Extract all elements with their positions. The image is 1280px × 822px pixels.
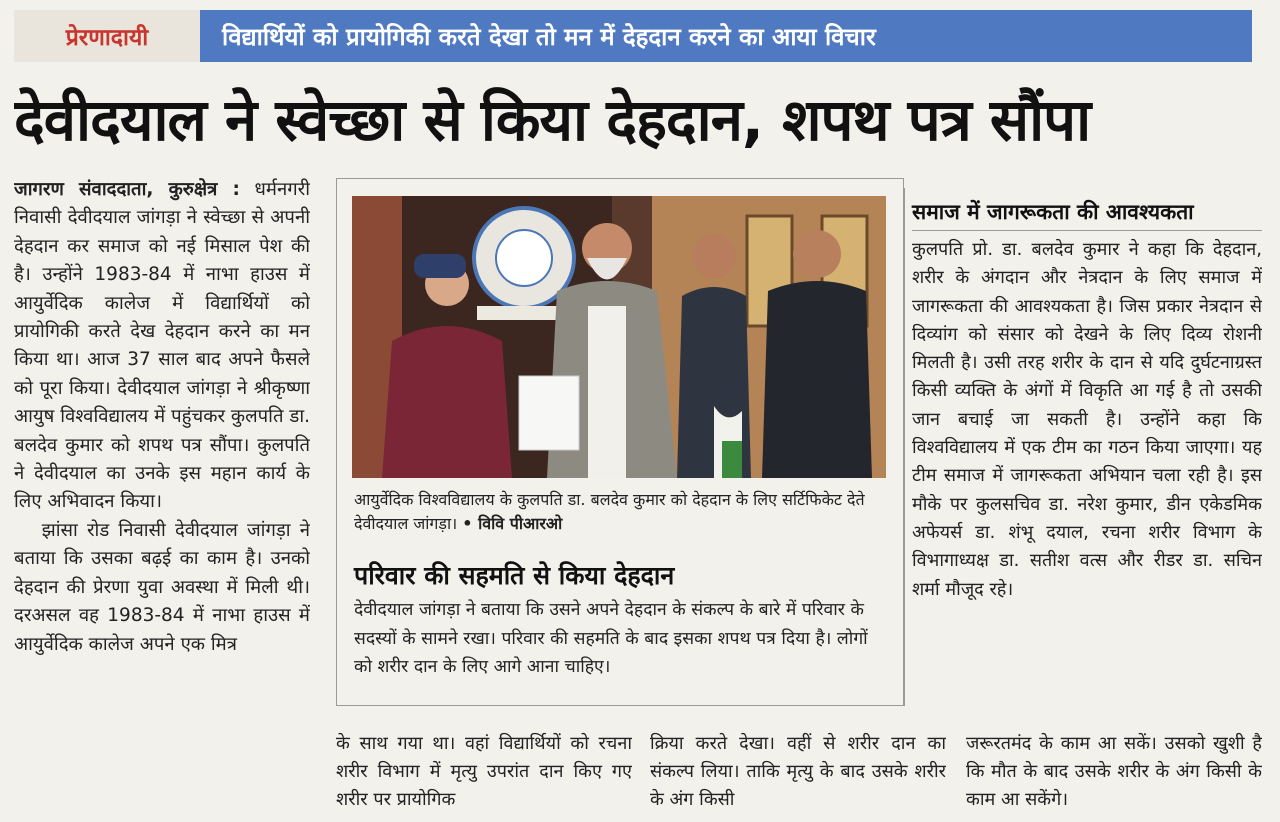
bottom-column-1: के साथ गया था। वहां विद्यार्थियों को रचना शरीर विभाग में मृत्यु उपरांत दान किए गए शरीर पर प्रायोगिक	[336, 733, 632, 810]
caption-text: आयुर्वेदिक विश्वविद्यालय के कुलपति डा. बलदेव कुमार को देहदान के लिए सर्टिफिकेट देते देवीदयाल जांगड़ा।	[354, 490, 865, 533]
subsection-text: देवीदयाल जांगड़ा ने बताया कि उसने अपने देहदान के संकल्प के बारे में परिवार के सदस्यों के सामने रखा। परिवार की सहमति के बाद इसका शपथ पत्र दिया है। लोगों को शरीर दान के लिए आगे आना चाहिए।	[354, 600, 868, 677]
news-photo	[352, 196, 886, 478]
left-column-text	[14, 176, 310, 517]
photo-credit: • विवि पीआरओ	[462, 514, 563, 533]
right-column-text: कुलपति प्रो. डा. बलदेव कुमार ने कहा कि देहदान, शरीर के अंगदान और नेत्रदान के लिए समाज में जागरूकता की आवश्यकता है। जिस प्रकार नेत्रदान से दिव्यांग को संसार को देखने के लिए दिव्य रोशनी मिलती है। उसी तरह शरीर के दान से यदि दुर्घटनाग्रस्त किसी व्यक्ति के अंगों में विकृति आ गई है तो उसकी जान बचाई जा सकती है। उन्होंने कहा कि विश्वविद्यालय में एक टीम का गठन किया जाएगा। यह टीम समाज में जागरूकता अभियान चला रही है। इस मौके पर कुलसचिव डा. नरेश कुमार, डीन एकेडमिक अफेयर्स डा. शंभू दयाल, रचना शरीर विभाग के विभागाध्यक्ष डा. सतीश वत्स और रीडर डा. सचिन शर्मा मौजूद रहे।	[912, 239, 1262, 600]
strap-headline: विद्यार्थियों को प्रायोगिकी करते देखा तो मन में देहदान करने का आया विचार	[200, 10, 1252, 62]
right-column-heading: समाज में जागरूकता की आवश्यकता	[912, 198, 1262, 231]
paragraph-2: झांसा रोड निवासी देवीदयाल जांगड़ा ने बताया कि उसका बढ़ई का काम है। उनको देहदान की प्रेरणा युवा अवस्था में मिली थी। दरअसल वह 1983-84 में नाभा हाउस में आयुर्वेदिक कालेज अपने एक मित्र	[14, 519, 310, 655]
main-headline: देवीदयाल ने स्वेच्छा से किया देहदान, शपथ पत्र सौंपा	[14, 86, 1091, 154]
photo-illustration	[352, 196, 886, 478]
photo-caption	[354, 488, 884, 536]
section-kicker: प्रेरणादायी	[14, 10, 200, 62]
column-divider	[904, 188, 905, 706]
byline: जागरण संवाददाता, कुरुक्षेत्र :	[14, 179, 240, 200]
subsection-heading: परिवार की सहमति से किया देहदान	[354, 561, 675, 590]
paragraph-1: धर्मनगरी निवासी देवीदयाल जांगड़ा ने स्वेच्छा से अपनी देहदान कर समाज को नई मिसाल पेश की है। उन्होंने 1983-84 में नाभा हाउस में आयुर्वेदिक कालेज में विद्यार्थियों को प्रायोगिकी करते देख देहदान करने का मन किया था। आज 37 साल बाद अपने फैसले को पूरा किया। देवीदयाल जांगड़ा ने श्रीकृष्णा आयुष विश्वविद्यालय में पहुंचकर कुलपति डा. बलदेव कुमार को शपथ पत्र सौंपा। कुलपति ने देवीदयाल का उनके इस महान कार्य के लिए अभिवादन किया।	[14, 179, 310, 513]
bottom-column-3: जरूरतमंद के काम आ सकें। उसको खुशी है कि मौत के बाद उसके शरीर के अंग किसी के काम आ सकेंगे।	[966, 733, 1262, 810]
bottom-column-2: क्रिया करते देखा। वहीं से शरीर दान का संकल्प लिया। ताकि मृत्यु के बाद उसके शरीर के अंग किसी	[650, 733, 946, 810]
left-column	[14, 176, 310, 816]
